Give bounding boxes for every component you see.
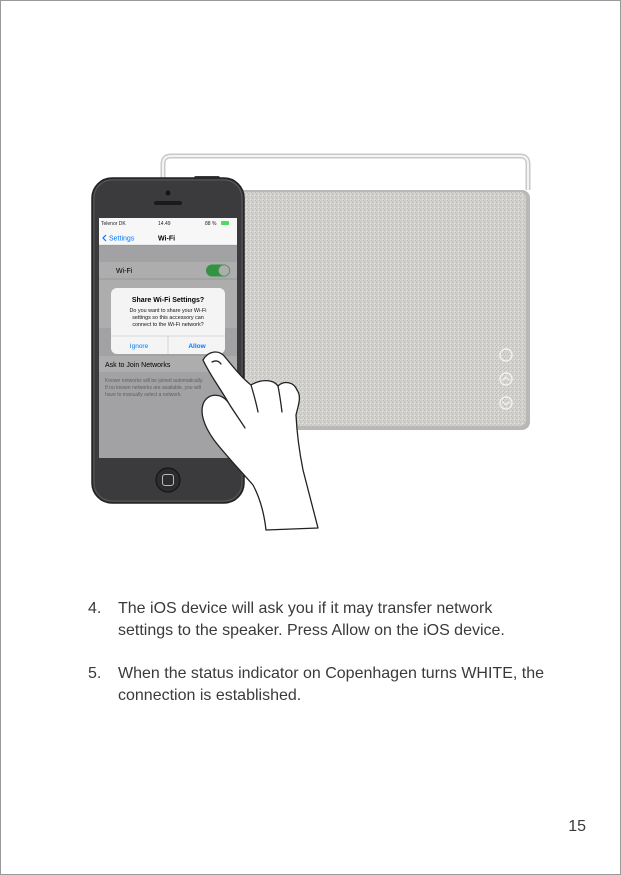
- footer-line-2: If no known networks are available, you will: [105, 385, 201, 391]
- dialog-ignore-button[interactable]: Ignore: [129, 343, 149, 350]
- nav-back-button[interactable]: Settings: [109, 235, 135, 243]
- status-battery: 88 %: [205, 221, 217, 227]
- step-5-number: 5.: [88, 665, 102, 682]
- iphone: [92, 176, 244, 503]
- page-number: 15: [568, 818, 586, 835]
- step-4-text: The iOS device will ask you if it may transfer network settings to the speaker. Press Allow on the iOS device.: [118, 600, 505, 639]
- footer-line-3: have to manually select a network.: [105, 392, 182, 398]
- front-camera: [166, 191, 171, 196]
- ask-to-join-label: Ask to Join Networks: [105, 362, 171, 369]
- setup-illustration: [88, 150, 538, 535]
- illustration-svg: [88, 150, 538, 535]
- step-5-text: When the status indicator on Copenhagen turns WHITE, the connection is established.: [118, 665, 545, 704]
- battery-icon: [221, 221, 229, 225]
- step-4-number: 4.: [88, 600, 102, 617]
- earpiece: [154, 201, 182, 205]
- home-button: [156, 468, 180, 492]
- footer-line-1: Known networks will be joined automatically.: [105, 378, 204, 384]
- share-wifi-dialog: [111, 288, 225, 354]
- step-4: [88, 598, 548, 642]
- dialog-allow-button[interactable]: Allow: [188, 343, 206, 350]
- wifi-row-label: Wi-Fi: [116, 268, 133, 275]
- status-carrier: Telenor DK: [101, 221, 126, 227]
- status-time: 14.49: [158, 221, 171, 227]
- dialog-line-3: connect to the Wi-Fi network?: [132, 322, 204, 328]
- dialog-title: Share Wi-Fi Settings?: [131, 297, 205, 304]
- dialog-line-1: Do you want to share your Wi-Fi: [129, 308, 207, 314]
- step-5: [88, 663, 548, 707]
- dialog-line-2: settings so this accessory can: [132, 315, 204, 321]
- nav-title: Wi-Fi: [158, 235, 176, 243]
